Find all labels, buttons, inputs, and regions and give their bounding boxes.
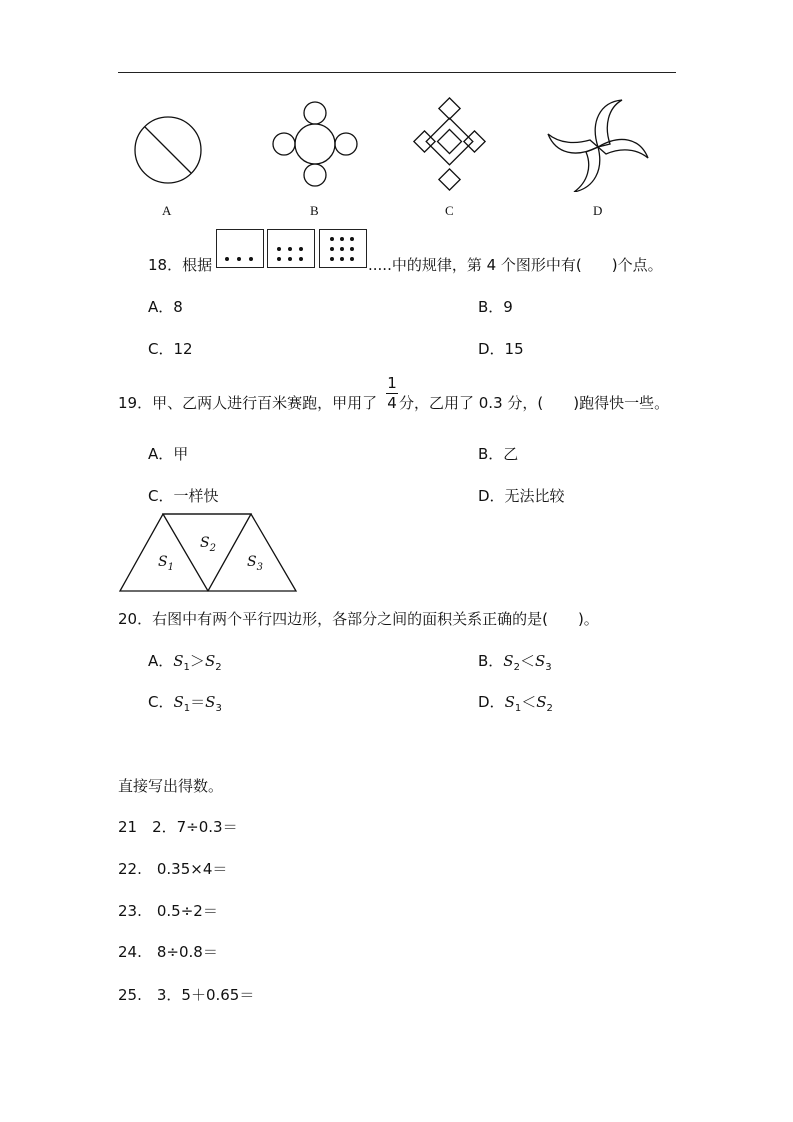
q19-suffix: 分，乙用了 0.3 分，( )跑得快一些。	[399, 394, 670, 412]
figure-label-a: A	[162, 203, 172, 218]
dice-6-dots	[267, 229, 315, 268]
q19-option-c: C．一样快	[148, 487, 219, 505]
section-heading: 直接写出得数。	[118, 777, 224, 795]
q18-option-c: C．12	[148, 340, 193, 358]
q20-option-b: B．$S_2<S_3$	[478, 652, 552, 673]
header-rule	[118, 72, 676, 73]
q20-option-d: D．$S_1<S_2$	[478, 693, 553, 714]
figure-a	[135, 117, 201, 183]
q20-option-a: A．$S_1>S_2$	[148, 652, 222, 673]
figure-d	[548, 100, 648, 192]
q20-text: 20．右图中有两个平行四边形，各部分之间的面积关系正确的是( )。	[118, 610, 599, 628]
figure-label-c: C	[445, 203, 454, 218]
figure-c	[414, 98, 485, 190]
calc-item-25: 25. 3．5＋0.65＝	[118, 986, 255, 1004]
calc-item-24: 24. 8÷0.8＝	[118, 943, 218, 961]
q18-prefix: 18．根据	[148, 256, 213, 274]
dice-3-dots	[216, 229, 264, 268]
calc-item-23: 23. 0.5÷2＝	[118, 902, 218, 920]
q18-option-b: B．9	[478, 298, 513, 316]
q20-option-c: C．$S_1=S_3$	[148, 693, 222, 714]
calc-item-22: 22. 0.35×4＝	[118, 860, 228, 878]
q19-option-a: A．甲	[148, 445, 189, 463]
q19-option-d: D．无法比较	[478, 487, 565, 505]
q18-option-d: D．15	[478, 340, 524, 358]
figure-label-b: B	[310, 203, 319, 218]
q18-suffix: .....中的规律，第 4 个图形中有( )个点。	[368, 256, 663, 274]
fraction-denominator: 4	[387, 394, 397, 412]
region-label-s1: $S_1$	[158, 554, 174, 573]
region-label-s2: $S_2$	[200, 535, 216, 554]
q19-fraction	[386, 376, 398, 411]
region-label-s3: $S_3$	[247, 554, 263, 573]
calc-item-21: 21 2．7÷0.3＝	[118, 818, 238, 836]
q19-option-b: B．乙	[478, 445, 519, 463]
symmetry-figures	[120, 92, 660, 192]
q18-option-a: A．8	[148, 298, 183, 316]
dice-9-dots	[319, 229, 367, 268]
figure-b	[273, 102, 357, 186]
figure-label-d: D	[593, 203, 603, 218]
q19-prefix: 19．甲、乙两人进行百米赛跑，甲用了	[118, 394, 378, 412]
fraction-numerator: 1	[387, 374, 397, 392]
